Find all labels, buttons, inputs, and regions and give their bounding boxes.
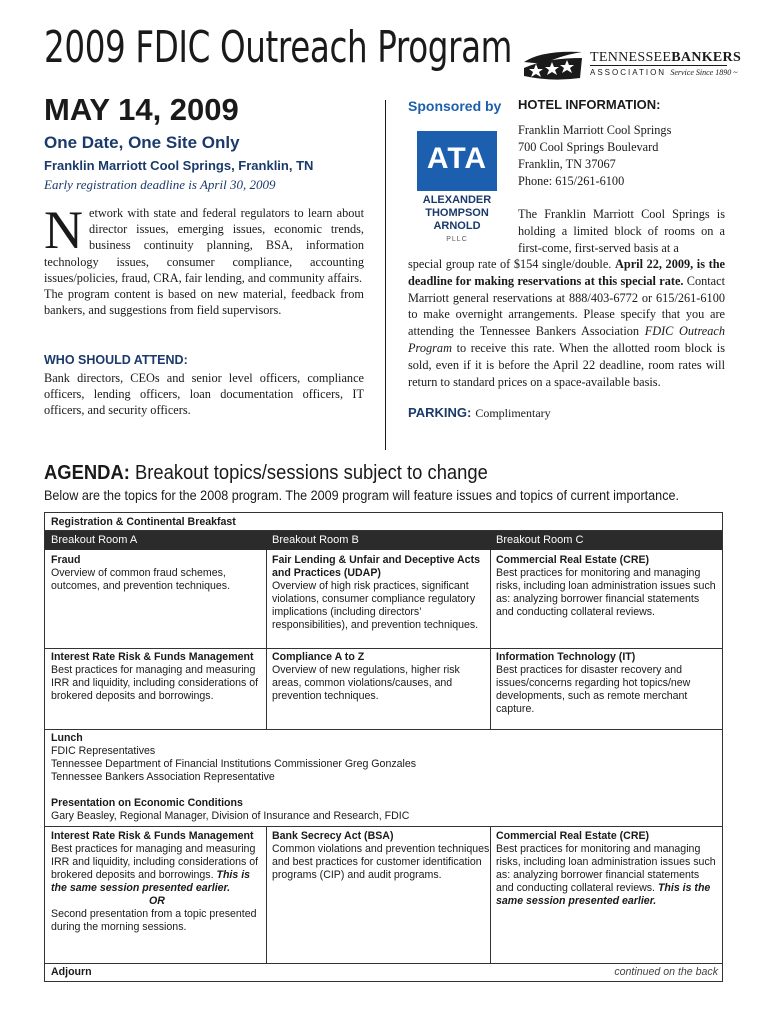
- ata-logo-text: ATA: [426, 142, 488, 175]
- intro-text: [44, 200, 364, 318]
- room-c-header: Breakout Room C: [496, 534, 584, 546]
- tba-logo-name: TENNESSEEBANKERS: [590, 50, 742, 65]
- sponsor-name: ALEXANDER THOMPSON ARNOLD: [422, 194, 492, 232]
- event-venue: Franklin Marriott Cool Springs, Franklin, TN: [44, 158, 314, 173]
- session2-room-a: Interest Rate Risk & Funds Management Best practices for managing and measuring IRR and liquidity, including considerations of brokered deposits and borrowings.: [51, 651, 259, 702]
- column-divider: [490, 550, 491, 648]
- drop-cap: N: [44, 200, 83, 260]
- session3-room-a: Interest Rate Risk & Funds Management Best practices for managing and measuring IRR and liquidity, including considerations of brokered deposits and borrowings. This is the same session presented earlier. OR Second presentation from a topic presented during the morning sessions.: [51, 830, 259, 933]
- session3-room-b: Bank Secrecy Act (BSA) Common violations and prevention techniques and best practices for customer identification programs (CIP) and audit programs.: [272, 830, 490, 881]
- session2-room-b: Compliance A to Z Overview of new regulations, higher risk areas, common violations/causes, and prevention techniques.: [272, 651, 460, 702]
- row-divider: [45, 826, 722, 827]
- sponsored-by-label: Sponsored by: [408, 98, 502, 114]
- early-registration-deadline: Early registration deadline is April 30, 2009: [44, 177, 276, 192]
- column-divider: [266, 550, 267, 648]
- room-a-header: Breakout Room A: [51, 534, 138, 546]
- event-subtitle: One Date, One Site Only: [44, 133, 240, 152]
- agenda-heading: AGENDA: Breakout topics/sessions subject to change: [44, 462, 488, 484]
- page-title: 2009 FDIC Outreach Program: [44, 22, 513, 73]
- session2-room-c: Information Technology (IT) Best practices for disaster recovery and issues/concerns regarding hot topics/new developments, such as remote merchant capture.: [496, 651, 691, 715]
- column-divider: [490, 648, 491, 729]
- parking-info: [408, 404, 551, 422]
- session1-room-b: Fair Lending & Unfair and Deceptive Acts and Practices (UDAP) Overview of high risk practices, significant violations, consumer compliance regulatory implications (including directors’ responsibilities), and prevention techniques.: [272, 554, 480, 631]
- hotel-information-heading: HOTEL INFORMATION:: [518, 97, 661, 112]
- continued-note: continued on the back: [614, 966, 718, 978]
- hotel-rate-text: special group rate of $154 single/double. April 22, 2009, is the deadline for making reservations at this special rate. Contact Marriott general reservations at 888/403-6772 or 615/261-6100 to make overnight arrangements. Please specify that you are attending the Tennessee Bankers Association FDIC Outreach Program to receive this rate. When the allotted room block is sold, even if it is before the April 22 deadline, room rates will return to standard prices on a space-available basis.: [408, 257, 725, 389]
- who-should-attend-body: Bank directors, CEOs and senior level officers, compliance officers, lending officers, loan documentation officers, IT officers, and security officers.: [44, 371, 364, 418]
- column-divider: [490, 826, 491, 963]
- tba-star-mark-icon: [522, 48, 584, 82]
- adjourn-row: Adjourn: [51, 966, 92, 978]
- registration-row: Registration & Continental Breakfast: [51, 516, 236, 528]
- agenda-subtitle: Below are the topics for the 2008 program. The 2009 program will feature issues and topics of current importance.: [44, 487, 680, 503]
- tba-logo: [522, 48, 742, 84]
- parking-label: PARKING:: [408, 405, 472, 420]
- who-should-attend-heading: WHO SHOULD ATTEND:: [44, 353, 188, 367]
- lunch-block: Lunch FDIC Representatives Tennessee Department of Financial Institutions Commissioner Greg Gonzales Tennessee Bankers Association Representative Presentation on Economic Conditions Gary Beasley, Regional Manager, Division of Insurance and Research, FDIC: [51, 732, 417, 822]
- row-divider: [45, 729, 722, 730]
- hotel-address: Franklin Marriott Cool Springs 700 Cool Springs Boulevard Franklin, TN 37067 Phone: 615/261-6100: [518, 123, 672, 188]
- parking-value: Complimentary: [475, 406, 551, 420]
- row-divider: [45, 530, 722, 531]
- session3-room-c: Commercial Real Estate (CRE) Best practices for monitoring and managing risks, including loan administration issues such as: analyzing borrower financial statements and conducting collateral reviews. This is the same session presented earlier.: [496, 830, 716, 907]
- event-date: MAY 14, 2009: [44, 92, 239, 127]
- intro-paragraph-1: etwork with state and federal regulators to learn about director issues, emerging issues, economic trends, business continuity planning, BSA, information technology issues, consumer compliance, accounting issues/policies, fraud, CRA, fair lending, and community affairs.: [44, 206, 364, 285]
- column-divider: [385, 100, 386, 450]
- session1-room-a: Fraud Overview of common fraud schemes, outcomes, and prevention techniques.: [51, 554, 231, 592]
- sponsor-suffix: PLLC: [446, 236, 468, 243]
- tba-logo-tagline: ASSOCIATION Service Since 1890 ~: [590, 68, 738, 77]
- column-divider: [266, 826, 267, 963]
- agenda-table: [44, 512, 723, 982]
- hotel-block-text: The Franklin Marriott Cool Springs is holding a limited block of rooms on a first-come, first-served basis at a: [518, 207, 725, 255]
- session1-room-c: Commercial Real Estate (CRE) Best practices for monitoring and managing risks, including loan administration issues such as: analyzing borrower financial statements and conducting collateral reviews.: [496, 554, 716, 618]
- logo-divider: [590, 65, 727, 66]
- row-divider: [45, 963, 722, 964]
- room-b-header: Breakout Room B: [272, 534, 359, 546]
- breakout-room-header: [45, 531, 722, 550]
- intro-paragraph-2: The program content is based on new material, feedback from bankers, and suggestions from field supervisors.: [44, 287, 364, 318]
- column-divider: [266, 648, 267, 729]
- row-divider: [45, 648, 722, 649]
